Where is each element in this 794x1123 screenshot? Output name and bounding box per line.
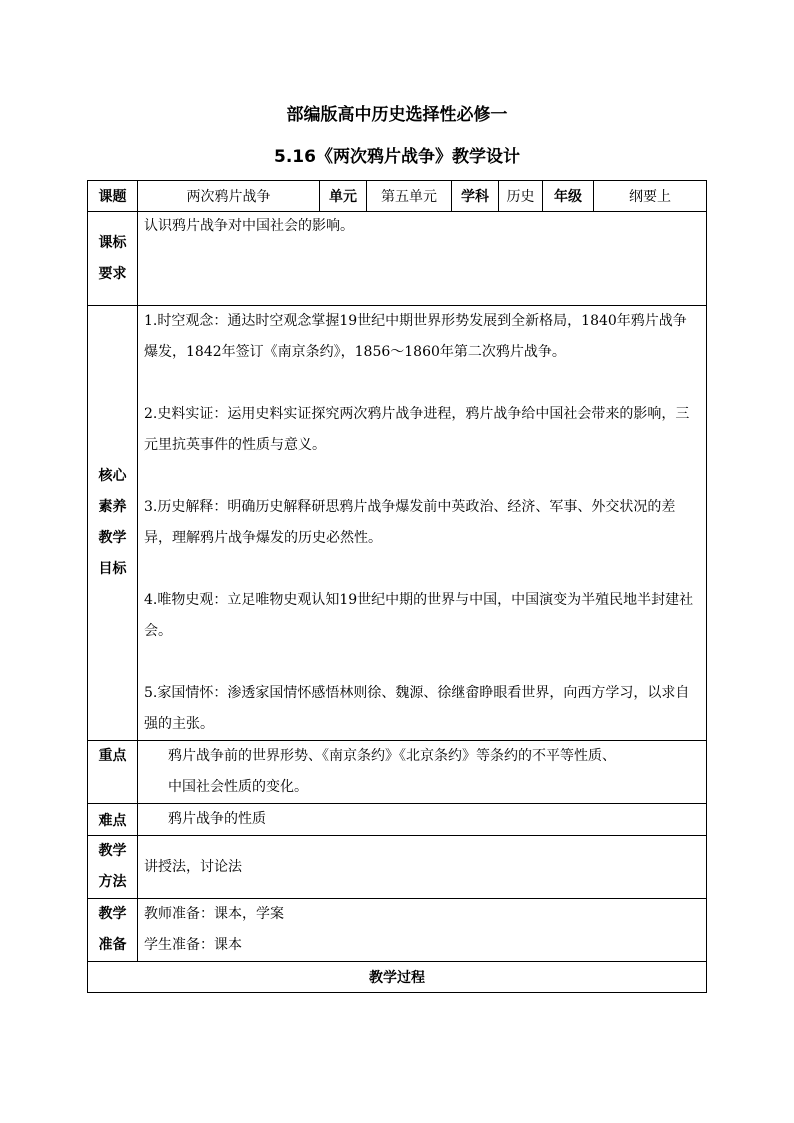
document-subtitle: 5.16《两次鸦片战争》教学设计 (274, 147, 520, 167)
literacy-label-line3: 教学 (98, 530, 127, 546)
literacy-item: 4.唯物史观：立足唯物史观认知19世纪中期的世界与中国，中国演变为半殖民地半封建社会。 (144, 592, 694, 639)
difficulty-label: 难点 (88, 804, 138, 836)
curriculum-content (138, 212, 707, 306)
difficulty-row (88, 804, 707, 836)
key-point-label: 重点 (88, 741, 138, 804)
curriculum-label-line1: 课标 (98, 234, 127, 251)
method-label-line2: 方法 (98, 874, 127, 890)
literacy-label-line1: 核心 (98, 468, 127, 484)
topic-label: 课题 (88, 181, 138, 212)
topic-value: 两次鸦片战争 (138, 181, 320, 212)
key-point-line1: 鸦片战争前的世界形势、《南京条约》《北京条约》等条约的不平等性质、 (168, 748, 616, 764)
key-point-line2: 中国社会性质的变化。 (168, 779, 308, 795)
curriculum-label-line2: 要求 (98, 265, 127, 282)
method-row (88, 836, 707, 899)
method-content (138, 836, 707, 899)
prep-content (138, 899, 707, 962)
key-point-content (138, 741, 707, 804)
literacy-label-line4: 目标 (98, 561, 127, 577)
literacy-item: 1.时空观念：通达时空观念掌握19世纪中期世界形势发展到全新格局，1840年鸦片战争爆发，1842年签订《南京条约》，1856～1860年第二次鸦片战争。 (144, 313, 687, 360)
prep-student: 学生准备：课本 (144, 937, 242, 953)
literacy-row (88, 306, 707, 741)
literacy-label (88, 306, 138, 741)
prep-teacher: 教师准备：课本，学案 (144, 906, 284, 922)
grade-label: 年级 (543, 181, 594, 212)
subject-value: 历史 (499, 181, 543, 212)
info-row (88, 181, 707, 212)
curriculum-label (88, 212, 138, 306)
document-title: 部编版高中历史选择性必修一 (286, 105, 508, 125)
unit-value: 第五单元 (367, 181, 452, 212)
literacy-label-line2: 素养 (98, 499, 127, 515)
lesson-plan-table (87, 180, 707, 993)
difficulty-text: 鸦片战争的性质 (168, 811, 266, 827)
grade-value: 纲要上 (594, 181, 707, 212)
curriculum-row (88, 212, 707, 306)
subject-label: 学科 (452, 181, 499, 212)
literacy-content (138, 306, 707, 741)
key-point-row (88, 741, 707, 804)
literacy-item: 5.家国情怀：渗透家国情怀感悟林则徐、魏源、徐继畲睁眼看世界，向西方学习，以求自强的主张。 (144, 685, 690, 732)
prep-label-line1: 教学 (98, 906, 127, 922)
prep-row (88, 899, 707, 962)
unit-label: 单元 (320, 181, 367, 212)
method-label (88, 836, 138, 899)
curriculum-text: 认识鸦片战争对中国社会的影响。 (144, 218, 354, 234)
literacy-item: 2.史料实证：运用史料实证探究两次鸦片战争进程，鸦片战争给中国社会带来的影响，三元里抗英事件的性质与意义。 (144, 406, 690, 453)
method-label-line1: 教学 (98, 843, 127, 859)
literacy-item: 3.历史解释：明确历史解释研思鸦片战争爆发前中英政治、经济、军事、外交状况的差异，理解鸦片战争爆发的历史必然性。 (144, 499, 676, 546)
process-header-row (88, 962, 707, 993)
process-header: 教学过程 (88, 962, 707, 993)
difficulty-content (138, 804, 707, 836)
prep-label-line2: 准备 (98, 937, 127, 953)
method-text: 讲授法，讨论法 (144, 858, 242, 875)
prep-label (88, 899, 138, 962)
